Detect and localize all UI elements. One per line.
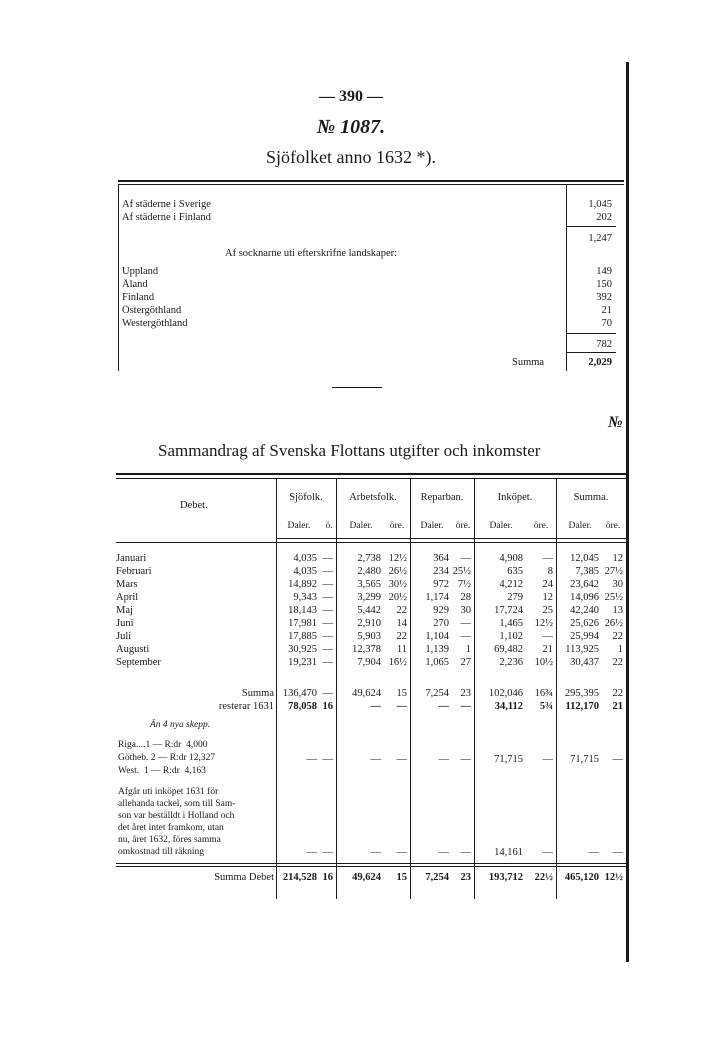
note-cell: — xyxy=(438,847,449,858)
table-cell: 25,626 xyxy=(570,618,599,629)
debet-header: Debet. xyxy=(180,500,208,511)
summa-cell: 136,470 xyxy=(282,688,317,699)
summa-cell: 16¾ xyxy=(534,688,553,699)
unit-daler: Daler. xyxy=(489,521,513,531)
table-cell: 42,240 xyxy=(570,605,599,616)
table-cell: 26½ xyxy=(604,618,623,629)
ships-cell: — xyxy=(370,754,381,765)
resterar-cell: — xyxy=(370,701,381,712)
unit-daler: Daler. xyxy=(568,521,592,531)
note-cell: — xyxy=(322,847,333,858)
crew-value-divider xyxy=(566,185,567,371)
table-cell: 4,035 xyxy=(293,566,317,577)
crew-total-label: Summa xyxy=(512,357,545,368)
table-cell: 8 xyxy=(547,566,553,577)
province-value: 21 xyxy=(601,305,612,316)
table-cell: — xyxy=(322,631,333,642)
month-label: Mars xyxy=(116,579,138,590)
table-cell: 972 xyxy=(433,579,449,590)
table-cell: — xyxy=(322,592,333,603)
column-group-header: Inköpet. xyxy=(497,492,533,503)
table-cell: 16½ xyxy=(388,657,407,668)
table-cell: 22 xyxy=(612,631,623,642)
section-separator xyxy=(332,387,382,388)
table-cell: 7½ xyxy=(457,579,471,590)
table-cell: — xyxy=(322,605,333,616)
province-label: Westergöthland xyxy=(122,318,188,329)
table-cell: 24 xyxy=(542,579,553,590)
table-cell: 4,035 xyxy=(293,553,317,564)
unit-ore: ö. xyxy=(325,521,333,531)
table-cell: 25 xyxy=(542,605,553,616)
table-head-rule2 xyxy=(116,542,626,543)
page-edge xyxy=(626,62,629,962)
table-bottom-rule2 xyxy=(116,866,626,867)
table-cell: 22 xyxy=(396,631,407,642)
page-number: — 390 — xyxy=(319,88,383,105)
table-cell: 30 xyxy=(460,605,471,616)
crew-row-value: 202 xyxy=(596,212,612,223)
table-cell: — xyxy=(460,618,471,629)
final-cell: 193,712 xyxy=(488,872,523,883)
summa-cell: 15 xyxy=(396,688,407,699)
table-cell: 25½ xyxy=(452,566,471,577)
month-label: Augusti xyxy=(116,644,150,655)
resterar-cell: 5¾ xyxy=(539,701,553,712)
table-cell: 113,925 xyxy=(565,644,599,655)
month-label: April xyxy=(116,592,139,603)
table-cell: 9,343 xyxy=(293,592,317,603)
summa-cell: 22 xyxy=(612,688,623,699)
table-cell: — xyxy=(322,644,333,655)
table-cell: 929 xyxy=(433,605,449,616)
crew-left-divider xyxy=(118,185,119,371)
province-value: 149 xyxy=(596,266,612,277)
table-cell: — xyxy=(322,579,333,590)
province-value: 392 xyxy=(596,292,612,303)
province-label: Finland xyxy=(122,292,155,303)
crew-top-rule2 xyxy=(118,184,624,185)
ships-cell: — xyxy=(396,754,407,765)
table-cell: 69,482 xyxy=(494,644,523,655)
table-cell: 364 xyxy=(433,553,449,564)
month-label: Februari xyxy=(116,566,152,577)
table-cell: 28 xyxy=(460,592,471,603)
unit-ore: öre. xyxy=(605,521,621,531)
note-cell: — xyxy=(370,847,381,858)
summa-cell: 102,046 xyxy=(488,688,523,699)
ships-cell: — xyxy=(612,754,623,765)
summa-cell: 23 xyxy=(460,688,471,699)
final-cell: 16 xyxy=(322,872,333,883)
table-cell: 5,903 xyxy=(357,631,381,642)
province-value: 150 xyxy=(596,279,612,290)
note-line: nu, året 1632, föres samma xyxy=(118,835,221,845)
crew-subtotal2: 782 xyxy=(596,339,612,350)
table-cell: 21 xyxy=(542,644,553,655)
crew-total-rule xyxy=(566,352,616,353)
summa-label: Summa xyxy=(241,688,274,699)
column-group-header: Summa. xyxy=(573,492,609,503)
note-cell: — xyxy=(460,847,471,858)
document-number: № 1087. xyxy=(316,116,386,138)
table-cell: 25½ xyxy=(604,592,623,603)
table-cell: 3,565 xyxy=(357,579,381,590)
resterar-label: resterar 1631 xyxy=(218,701,274,712)
table-cell: — xyxy=(322,566,333,577)
table-cell: 14,096 xyxy=(570,592,599,603)
table-cell: 1,102 xyxy=(499,631,523,642)
ships-cell: 71,715 xyxy=(570,754,599,765)
table-cell: 14 xyxy=(396,618,407,629)
table-cell: 1,174 xyxy=(425,592,449,603)
final-cell: 49,624 xyxy=(352,872,381,883)
crew-row-label: Af städerne i Finland xyxy=(122,212,211,223)
summa-cell: 7,254 xyxy=(425,688,449,699)
table-cell: 23,642 xyxy=(570,579,599,590)
ships-cell: — xyxy=(306,754,317,765)
resterar-cell: 16 xyxy=(322,701,333,712)
note-cell: — xyxy=(396,847,407,858)
table-cell: 17,885 xyxy=(288,631,317,642)
summary-title: Sammandrag af Svenska Flottans utgifter och inkomster xyxy=(158,441,541,460)
table-cell: 11 xyxy=(396,644,407,655)
unit-ore: öre. xyxy=(533,521,549,531)
note-line: son var beställdt i Holland och xyxy=(118,811,235,821)
ship-line: Riga....1 — R:dr 4,000 xyxy=(118,740,208,750)
ships-heading: Än 4 nya skepp. xyxy=(150,720,211,730)
crew-subtotal-rule xyxy=(566,226,616,227)
table-cell: 234 xyxy=(433,566,449,577)
table-cell: 20½ xyxy=(388,592,407,603)
crew-subtotal: 1,247 xyxy=(588,233,612,244)
column-group-header: Reparban. xyxy=(420,492,464,503)
table-cell: 12½ xyxy=(388,553,407,564)
unit-daler: Daler. xyxy=(420,521,444,531)
unit-ore: öre. xyxy=(389,521,405,531)
table-cell: — xyxy=(460,631,471,642)
note-line: omkostnad till räkning xyxy=(118,847,205,857)
table-cell: — xyxy=(542,631,553,642)
final-cell: 214,528 xyxy=(282,872,317,883)
table-cell: 7,385 xyxy=(575,566,599,577)
table-cell: 25,994 xyxy=(570,631,599,642)
table-cell: 14,892 xyxy=(288,579,317,590)
table-head-rule xyxy=(276,538,626,539)
table-cell: 12½ xyxy=(534,618,553,629)
ship-line: West. 1 — R:dr 4,163 xyxy=(118,766,206,776)
table-cell: 17,724 xyxy=(494,605,523,616)
crew-top-rule xyxy=(118,180,624,182)
table-cell: 26½ xyxy=(388,566,407,577)
column-group-header: Arbetsfolk. xyxy=(349,492,397,503)
final-cell: 465,120 xyxy=(564,872,599,883)
column-group-header: Sjöfolk. xyxy=(289,492,323,503)
crew-row-value: 1,045 xyxy=(588,199,612,210)
province-label: Åland xyxy=(122,279,148,290)
note-line: allehanda tackel, som till Sam- xyxy=(118,799,236,809)
table-cell: 2,738 xyxy=(357,553,381,564)
table-cell: 2,480 xyxy=(357,566,381,577)
table-cell: 12 xyxy=(542,592,553,603)
province-label: Uppland xyxy=(122,266,159,277)
table-cell: 2,910 xyxy=(357,618,381,629)
table-cell: 1,104 xyxy=(425,631,449,642)
resterar-cell: 112,170 xyxy=(565,701,599,712)
table-cell: 18,143 xyxy=(288,605,317,616)
note-cell: — xyxy=(588,847,599,858)
table-top-rule xyxy=(116,473,626,475)
table-cell: 4,212 xyxy=(499,579,523,590)
page-title: Sjöfolket anno 1632 *). xyxy=(266,147,436,167)
table-cell: — xyxy=(322,553,333,564)
unit-daler: Daler. xyxy=(287,521,311,531)
crew-subtotal2-rule xyxy=(566,333,616,334)
resterar-cell: 34,112 xyxy=(494,701,523,712)
summa-cell: — xyxy=(322,688,333,699)
final-cell: 15 xyxy=(396,872,407,883)
table-top-rule2 xyxy=(116,478,626,479)
province-label: Östergöthland xyxy=(122,305,182,316)
resterar-cell: — xyxy=(460,701,471,712)
table-cell: 5,442 xyxy=(357,605,381,616)
table-cell: — xyxy=(322,618,333,629)
note-cell: — xyxy=(306,847,317,858)
month-label: September xyxy=(116,657,161,668)
ships-cell: — xyxy=(460,754,471,765)
table-cell: 22 xyxy=(396,605,407,616)
final-cell: 22½ xyxy=(534,872,553,883)
note-cell: 14,161 xyxy=(494,847,523,858)
unit-ore: öre. xyxy=(455,521,471,531)
table-cell: — xyxy=(460,553,471,564)
table-cell: 27½ xyxy=(604,566,623,577)
table-cell: 1 xyxy=(617,644,623,655)
table-cell: — xyxy=(542,553,553,564)
corner-mark: № xyxy=(608,414,623,431)
resterar-cell: — xyxy=(438,701,449,712)
note-cell: — xyxy=(542,847,553,858)
resterar-cell: 21 xyxy=(612,701,623,712)
unit-daler: Daler. xyxy=(349,521,373,531)
table-cell: 12,378 xyxy=(352,644,381,655)
table-cell: 17,981 xyxy=(288,618,317,629)
table-cell: 3,299 xyxy=(357,592,381,603)
table-cell: 635 xyxy=(507,566,523,577)
table-cell: 7,904 xyxy=(357,657,381,668)
table-bottom-rule xyxy=(116,863,626,864)
section-heading: Af socknarne uti efterskrifne landskaper: xyxy=(225,248,398,259)
ships-cell: — xyxy=(322,754,333,765)
table-cell: 4,908 xyxy=(499,553,523,564)
ships-cell: 71,715 xyxy=(494,754,523,765)
table-cell: 30 xyxy=(612,579,623,590)
month-label: Maj xyxy=(116,605,133,616)
final-cell: 23 xyxy=(460,872,471,883)
table-cell: 12 xyxy=(612,553,623,564)
table-cell: 1 xyxy=(465,644,471,655)
province-value: 70 xyxy=(601,318,612,329)
month-label: Juli xyxy=(116,631,132,642)
table-cell: 10½ xyxy=(534,657,553,668)
month-label: Juni xyxy=(116,618,134,629)
table-cell: 270 xyxy=(433,618,449,629)
final-cell: 12½ xyxy=(604,872,623,883)
table-cell: 1,139 xyxy=(425,644,449,655)
table-cell: 30,925 xyxy=(288,644,317,655)
table-cell: 27 xyxy=(460,657,471,668)
table-cell: 279 xyxy=(507,592,523,603)
table-cell: 1,465 xyxy=(499,618,523,629)
table-cell: 22 xyxy=(612,657,623,668)
note-cell: — xyxy=(612,847,623,858)
crew-total-value: 2,029 xyxy=(588,357,612,368)
note-line: det året intet framkom, utan xyxy=(118,823,224,833)
table-cell: 2,236 xyxy=(499,657,523,668)
table-cell: — xyxy=(322,657,333,668)
resterar-cell: 78,058 xyxy=(288,701,317,712)
table-cell: 30½ xyxy=(388,579,407,590)
note-line: Afgår uti inköpet 1631 för xyxy=(118,787,219,797)
month-label: Januari xyxy=(116,553,147,564)
ships-cell: — xyxy=(542,754,553,765)
ships-cell: — xyxy=(438,754,449,765)
resterar-cell: — xyxy=(396,701,407,712)
table-cell: 13 xyxy=(612,605,623,616)
ship-line: Götheb. 2 — R:dr 12,327 xyxy=(118,753,216,763)
summa-cell: 49,624 xyxy=(352,688,381,699)
final-cell: 7,254 xyxy=(425,872,449,883)
table-cell: 19,231 xyxy=(288,657,317,668)
final-summa-label: Summa Debet xyxy=(214,872,274,883)
summa-cell: 295,395 xyxy=(564,688,599,699)
table-cell: 30,437 xyxy=(570,657,599,668)
table-cell: 12,045 xyxy=(570,553,599,564)
crew-row-label: Af städerne i Sverige xyxy=(122,199,211,210)
table-cell: 1,065 xyxy=(425,657,449,668)
